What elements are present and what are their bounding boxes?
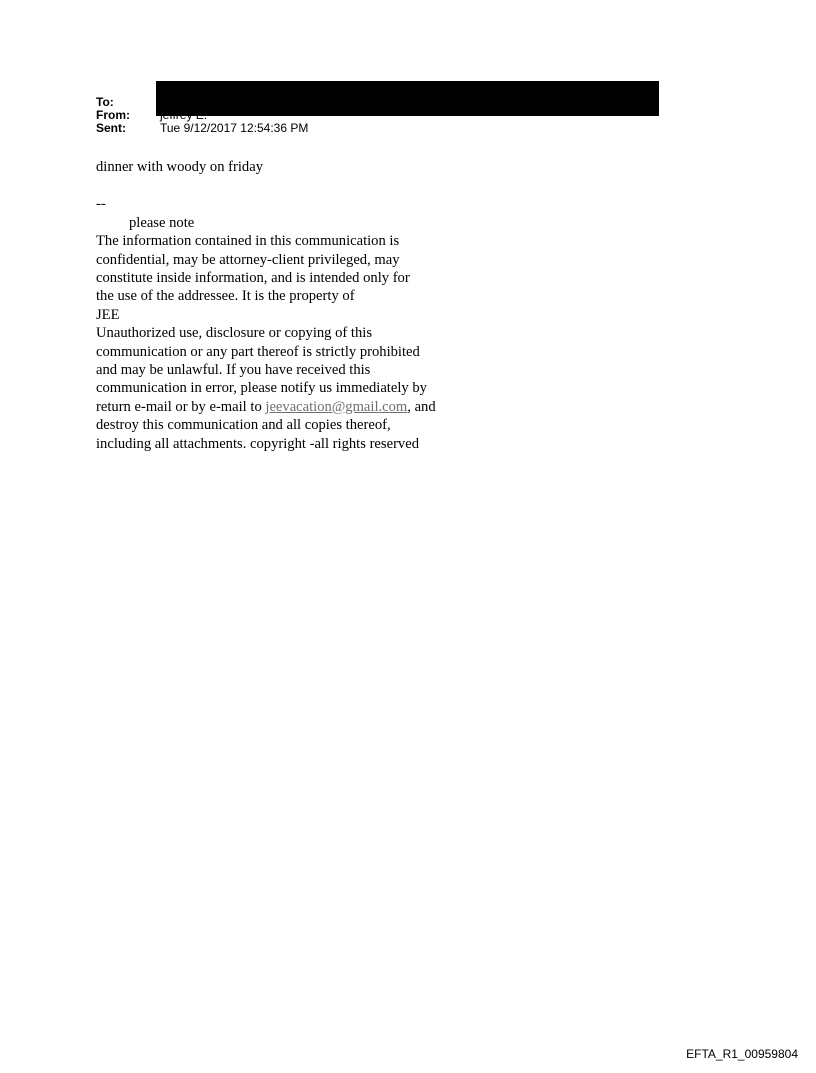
disclaimer-line: communication or any part thereof is strictly prohibited [96,343,420,360]
signature-separator: -- [96,196,106,213]
disclaimer-line: constitute inside information, and is intended only for [96,270,410,287]
disclaimer-line: The information contained in this communication is [96,233,400,250]
email-line-suffix: , and [407,398,436,415]
message-text: dinner with woody on friday [96,159,263,175]
redaction-block [156,81,659,116]
disclaimer-line: communication in error, please notify us immediately by [96,380,427,397]
disclaimer-line: the use of the addressee. It is the property of [96,288,355,305]
sent-row [96,122,308,135]
disclaimer-line: JEE [96,306,120,323]
sent-value: Tue 9/12/2017 12:54:36 PM [160,121,309,135]
from-label: From: [96,108,130,122]
closing-line: destroy this communication and all copies thereof, [96,417,391,434]
disclaimer-line: Unauthorized use, disclosure or copying of this [96,325,373,342]
document-id: EFTA_R1_00959804 [686,1047,798,1061]
closing-line: including all attachments. copyright -all rights reserved [96,435,419,452]
email-line-prefix: return e-mail or by e-mail to [96,398,266,415]
sent-label: Sent: [96,121,126,135]
email-link[interactable]: jeevacation@gmail.com [265,398,408,415]
email-body [96,158,516,453]
disclaimer-line: confidential, may be attorney-client privileged, may [96,251,400,268]
email-line [96,398,516,416]
to-label: To: [96,95,114,109]
note-heading: please note [129,214,195,231]
disclaimer-line: and may be unlawful. If you have received this [96,362,371,379]
